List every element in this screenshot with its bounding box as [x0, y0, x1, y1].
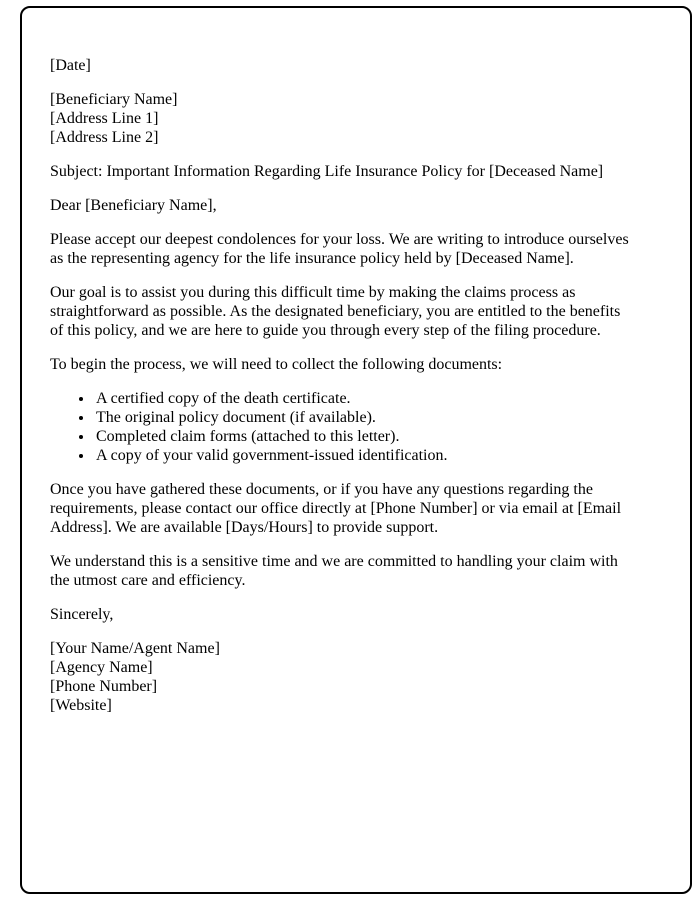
- list-item: • The original policy document (if available).: [94, 408, 632, 427]
- signature-phone: [Phone Number]: [50, 678, 158, 695]
- letter-page: [20, 6, 692, 894]
- list-item: • A copy of your valid government-issued identification.: [94, 446, 632, 465]
- list-item: • A certified copy of the death certificate.: [94, 389, 632, 408]
- paragraph-contact: Once you have gathered these documents, or if you have any questions regarding the requirements, please contact our office directly at [Phone Number] or via email at [Email Address]. We are available [Days/Hours] to provide support.: [50, 481, 622, 536]
- paragraph-goal: Our goal is to assist you during this difficult time by making the claims process as straightforward as possible. As the designated beneficiary, you are entitled to the benefits of this policy, and we are here to guide you through every step of the filing procedure.: [50, 284, 621, 339]
- closing: Sincerely,: [50, 606, 114, 623]
- signature-website: [Website]: [50, 697, 112, 714]
- list-item: • Completed claim forms (attached to this letter).: [94, 427, 632, 446]
- salutation: Dear [Beneficiary Name],: [50, 197, 217, 214]
- paragraph-condolences: Please accept our deepest condolences for your loss. We are writing to introduce ourselves as the representing agency for the life insurance policy held by [Deceased Name].: [50, 231, 629, 267]
- recipient-address-1: [Address Line 1]: [50, 110, 159, 127]
- paragraph-care: We understand this is a sensitive time and we are committed to handling your claim with the utmost care and efficiency.: [50, 553, 618, 589]
- signature-agency: [Agency Name]: [50, 659, 153, 676]
- signature-name: [Your Name/Agent Name]: [50, 640, 220, 657]
- signature-block: [50, 639, 632, 715]
- subject-line: Subject: Important Information Regarding Life Insurance Policy for [Deceased Name]: [50, 163, 604, 180]
- documents-list: [50, 389, 632, 465]
- paragraph-documents-intro: To begin the process, we will need to collect the following documents:: [50, 356, 503, 373]
- recipient-address-2: [Address Line 2]: [50, 129, 159, 146]
- recipient-block: [50, 90, 632, 147]
- date-line: [Date]: [50, 57, 91, 74]
- recipient-name: [Beneficiary Name]: [50, 91, 178, 108]
